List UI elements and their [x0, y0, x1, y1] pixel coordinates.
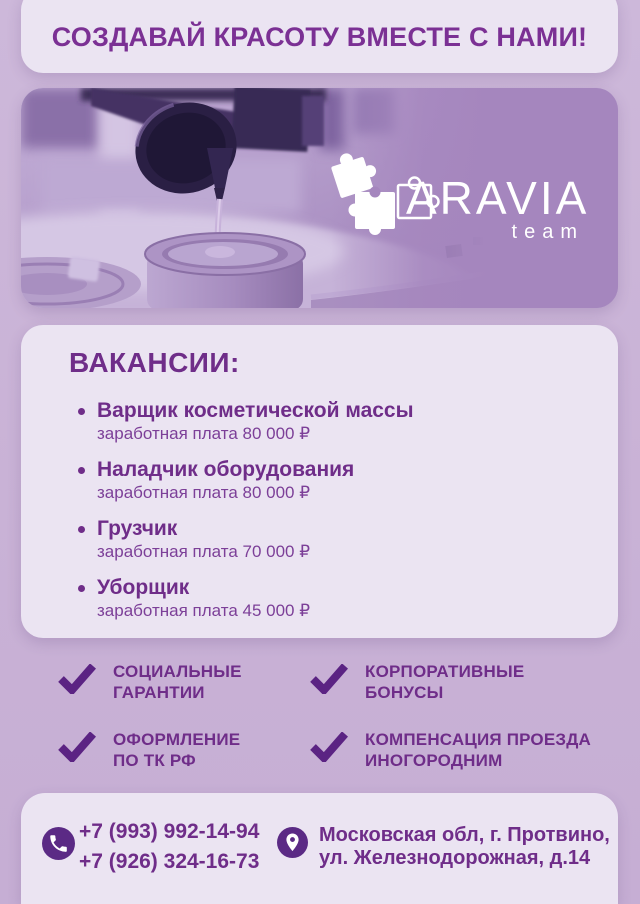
bullet-icon — [78, 408, 85, 415]
checkmark-icon — [58, 732, 96, 762]
phone-number[interactable]: +7 (993) 992-14-94 — [79, 820, 260, 843]
benefit-label: КОРПОРАТИВНЫЕ БОНУСЫ — [365, 662, 525, 702]
checkmark-icon — [310, 664, 348, 694]
address-line: ул. Железнодорожная, д.14 — [319, 847, 591, 869]
vacancy-title: Варщик косметической массы — [97, 399, 414, 422]
vacancy-item — [69, 517, 588, 562]
vacancy-item — [69, 458, 588, 503]
benefit-social-guarantees — [58, 661, 242, 703]
vacancy-item — [69, 399, 588, 444]
map-pin-icon — [277, 827, 308, 858]
benefit-label: ОФОРМЛЕНИЕ ПО ТК РФ — [113, 730, 241, 770]
phone-number[interactable]: +7 (926) 324-16-73 — [79, 850, 260, 873]
vacancy-salary: заработная плата 45 000 ₽ — [97, 601, 311, 620]
vacancy-item — [69, 576, 588, 621]
page-title: СОЗДАВАЙ КРАСОТУ ВМЕСТЕ С НАМИ! — [51, 22, 588, 52]
benefit-travel-compensation — [310, 729, 591, 771]
vacancy-title: Уборщик — [97, 576, 190, 599]
factory-photo-illustration — [21, 88, 618, 308]
vacancy-title: Грузчик — [97, 517, 178, 540]
checkmark-icon — [58, 664, 96, 694]
header-banner — [21, 0, 618, 73]
benefit-label: КОМПЕНСАЦИЯ ПРОЕЗДА ИНОГОРОДНИМ — [365, 730, 592, 770]
vacancy-salary: заработная плата 80 000 ₽ — [97, 483, 311, 502]
brand-wordmark: ARAVIA — [406, 172, 590, 224]
bullet-icon — [78, 526, 85, 533]
benefit-corporate-bonuses — [310, 661, 524, 703]
bullet-icon — [78, 585, 85, 592]
checkmark-icon — [310, 732, 348, 762]
hero-photo — [21, 88, 618, 308]
vacancies-heading: ВАКАНСИИ: — [69, 347, 240, 378]
vacancy-salary: заработная плата 80 000 ₽ — [97, 424, 311, 443]
vacancies-list — [69, 399, 588, 621]
vacancy-salary: заработная плата 70 000 ₽ — [97, 542, 311, 561]
benefit-labor-code — [58, 729, 240, 771]
phone-icon — [42, 827, 75, 860]
address-line: Московская обл, г. Протвино, — [319, 824, 610, 846]
vacancy-title: Наладчик оборудования — [97, 458, 355, 481]
vacancies-card — [21, 325, 618, 638]
bullet-icon — [78, 467, 85, 474]
brand-sub-wordmark: team — [511, 221, 584, 243]
benefit-label: СОЦИАЛЬНЫЕ ГАРАНТИИ — [113, 662, 242, 702]
